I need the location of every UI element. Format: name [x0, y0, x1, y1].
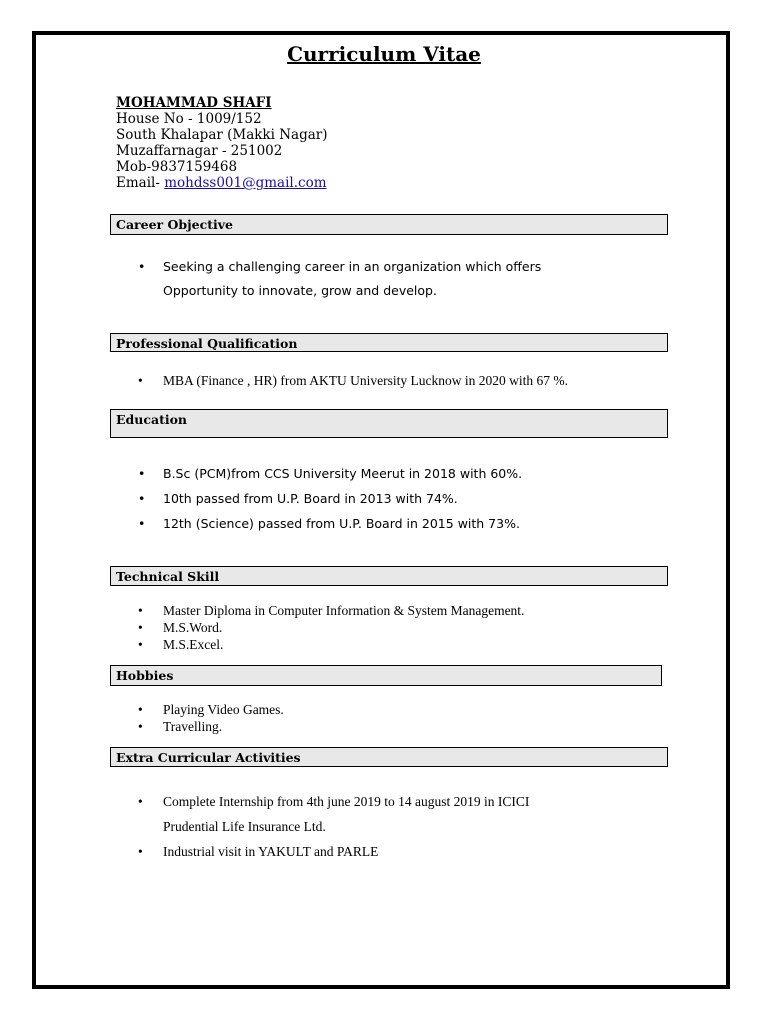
list-item: • Master Diploma in Computer Information & System Management. — [138, 602, 524, 619]
email-link[interactable]: mohdss001@gmail.com — [164, 175, 327, 191]
education-list — [138, 461, 522, 536]
mobile-number: Mob-9837159468 — [116, 159, 238, 175]
email-label: Email- — [116, 175, 165, 191]
section-heading-education: Education — [110, 409, 668, 438]
list-item: • M.S.Excel. — [138, 636, 524, 653]
contact-block — [116, 95, 328, 191]
list-item: • Industrial visit in YAKULT and PARLE — [138, 839, 529, 864]
list-item: • MBA (Finance , HR) from AKTU University Lucknow in 2020 with 67 %. — [138, 372, 568, 390]
list-item: • M.S.Word. — [138, 619, 524, 636]
extra-curricular-list — [138, 789, 529, 864]
continuation-text: Opportunity to innovate, grow and develop. — [163, 283, 437, 298]
section-heading-extra-curricular: Extra Curricular Activities — [110, 747, 668, 767]
list-item: • Seeking a challenging career in an organization which offers — [138, 255, 541, 279]
section-heading-technical-skill: Technical Skill — [110, 566, 668, 586]
list-item: • 12th (Science) passed from U.P. Board in 2015 with 73%. — [138, 511, 522, 536]
qualification-list — [138, 372, 568, 390]
section-heading-career-objective: Career Objective — [110, 214, 668, 235]
page-title: Curriculum Vitae — [287, 42, 481, 66]
address-line-3: Muzaffarnagar - 251002 — [116, 143, 283, 159]
list-item: • 10th passed from U.P. Board in 2013 with 74%. — [138, 486, 522, 511]
list-item: • Travelling. — [138, 718, 284, 735]
continuation-text: Prudential Life Insurance Ltd. — [163, 819, 326, 834]
list-item: • Complete Internship from 4th june 2019 to 14 august 2019 in ICICI — [138, 789, 529, 814]
email-line — [116, 175, 328, 191]
section-heading-hobbies: Hobbies — [110, 665, 662, 686]
candidate-name: MOHAMMAD SHAFI — [116, 95, 272, 111]
list-item: • Playing Video Games. — [138, 701, 284, 718]
hobbies-list — [138, 701, 284, 735]
technical-skill-list — [138, 602, 524, 653]
list-item: • B.Sc (PCM)from CCS University Meerut in 2018 with 60%. — [138, 461, 522, 486]
section-heading-professional-qualification: Professional Qualification — [110, 333, 668, 352]
list-item-continuation — [138, 814, 529, 839]
address-line-1: House No - 1009/152 — [116, 111, 262, 127]
list-item-continuation — [138, 279, 541, 303]
career-objective-list — [138, 255, 541, 303]
address-line-2: South Khalapar (Makki Nagar) — [116, 127, 328, 143]
